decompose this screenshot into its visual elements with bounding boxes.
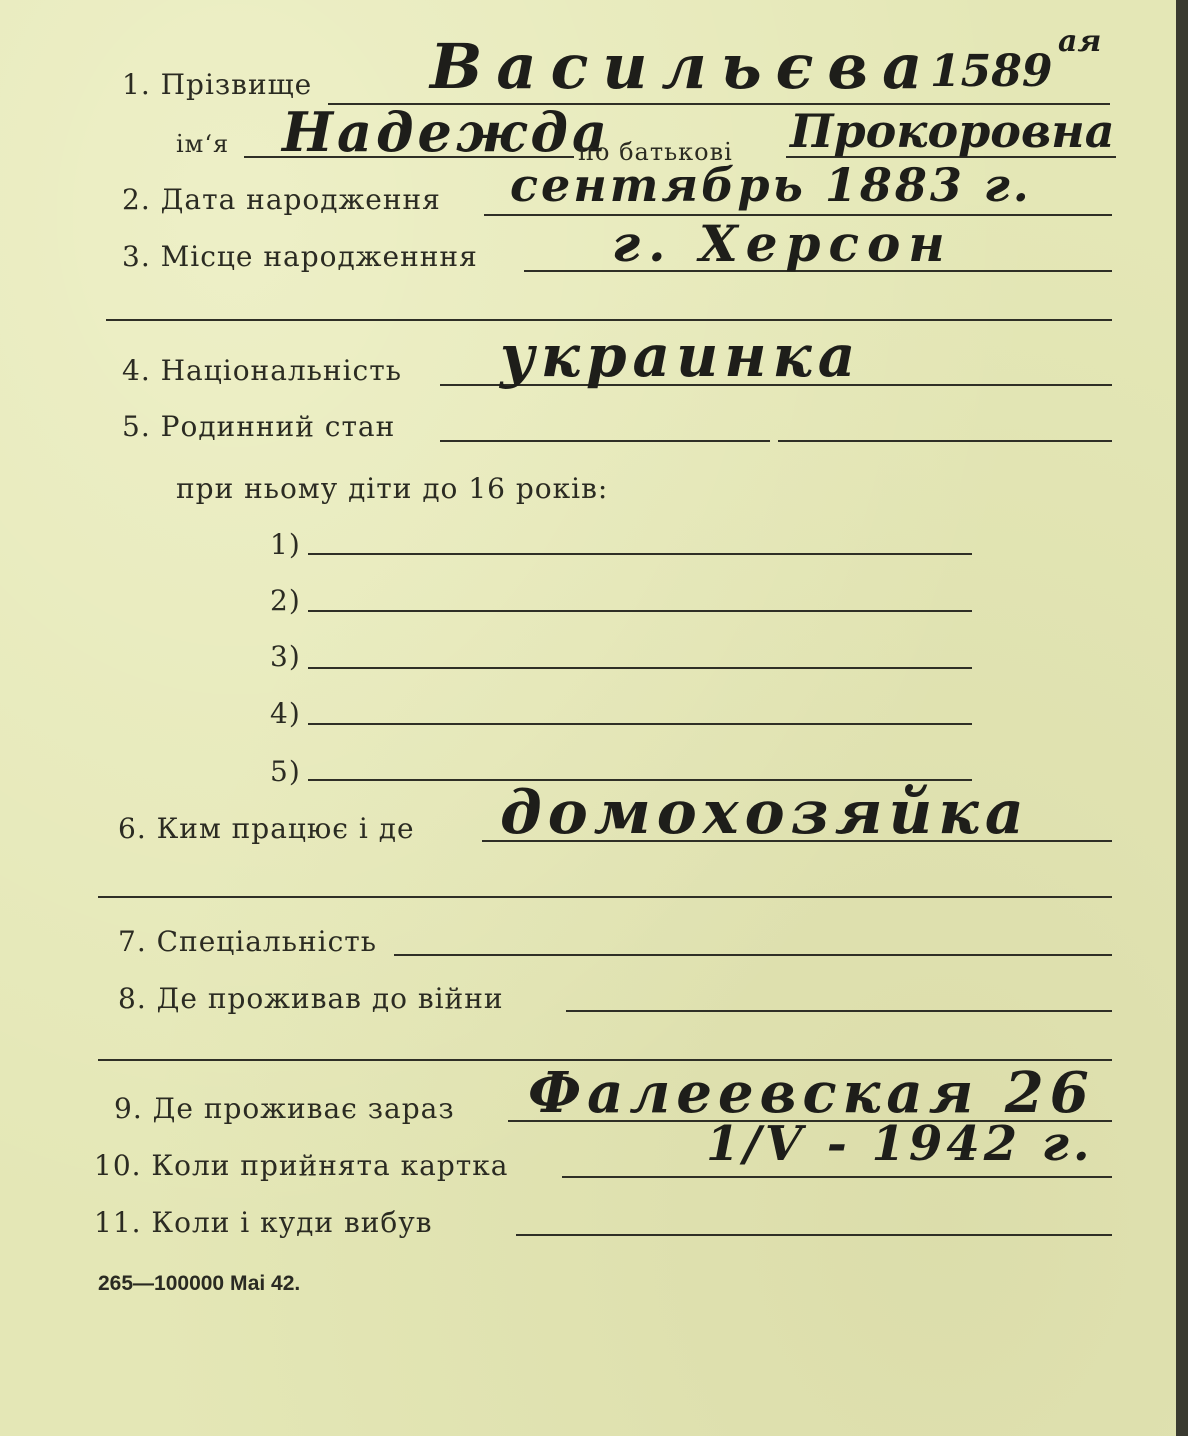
marital-status-label: 5. Родинний стан (122, 410, 396, 443)
name-label: ім‘я (176, 130, 230, 158)
surname-value: Васильєва (430, 30, 937, 103)
birth-date-value: сентябрь 1883 г. (510, 158, 1032, 212)
print-run-footer: 265—100000 Маі 42. (98, 1272, 301, 1295)
birth-place-label: 3. Місце народженння (122, 240, 478, 273)
card-date-line (562, 1176, 1112, 1178)
card-edge-shadow (1176, 0, 1188, 1436)
child-4-label: 4) (270, 697, 301, 730)
occupation-line-2 (98, 896, 1112, 898)
birth-place-line-2 (106, 319, 1112, 321)
prewar-address-line (566, 1010, 1112, 1012)
child-5-label: 5) (270, 755, 301, 788)
child-3-line (308, 667, 972, 669)
occupation-value: домохозяйка (500, 778, 1030, 848)
child-2-label: 2) (270, 584, 301, 617)
surname-label: 1. Прізвище (122, 68, 313, 101)
occupation-label: 6. Ким працює і де (118, 812, 415, 845)
birth-date-label: 2. Дата народження (122, 183, 441, 216)
marital-status-line-a (440, 440, 770, 442)
children-label: при ньому діти до 16 років: (176, 472, 609, 505)
prewar-address-label: 8. Де проживав до війни (118, 982, 504, 1015)
patronymic-label: по батькові (578, 138, 733, 166)
child-2-line (308, 610, 972, 612)
card-number-suffix: ая (1058, 24, 1102, 59)
patronymic-value: Прокоровна (790, 104, 1115, 158)
child-3-label: 3) (270, 640, 301, 673)
current-address-label: 9. Де проживає зараз (114, 1092, 455, 1125)
departure-label: 11. Коли і куди вибув (94, 1206, 433, 1239)
child-1-label: 1) (270, 528, 301, 561)
card-number-value: 1589 (930, 46, 1053, 97)
birth-place-value: г. Херсон (612, 214, 953, 273)
current-address-value: Фалеевская 26 (528, 1060, 1095, 1126)
child-4-line (308, 723, 972, 725)
marital-status-line-b (778, 440, 1112, 442)
card-date-label: 10. Коли прийнята картка (94, 1149, 509, 1182)
departure-line (516, 1234, 1112, 1236)
nationality-label: 4. Національність (122, 354, 402, 387)
specialty-label: 7. Спеціальність (118, 925, 377, 958)
child-1-line (308, 553, 972, 555)
nationality-value: украинка (500, 322, 862, 390)
card-date-value: 1/V - 1942 г. (706, 1116, 1094, 1172)
name-value: Надежда (282, 100, 611, 164)
specialty-line (394, 954, 1112, 956)
